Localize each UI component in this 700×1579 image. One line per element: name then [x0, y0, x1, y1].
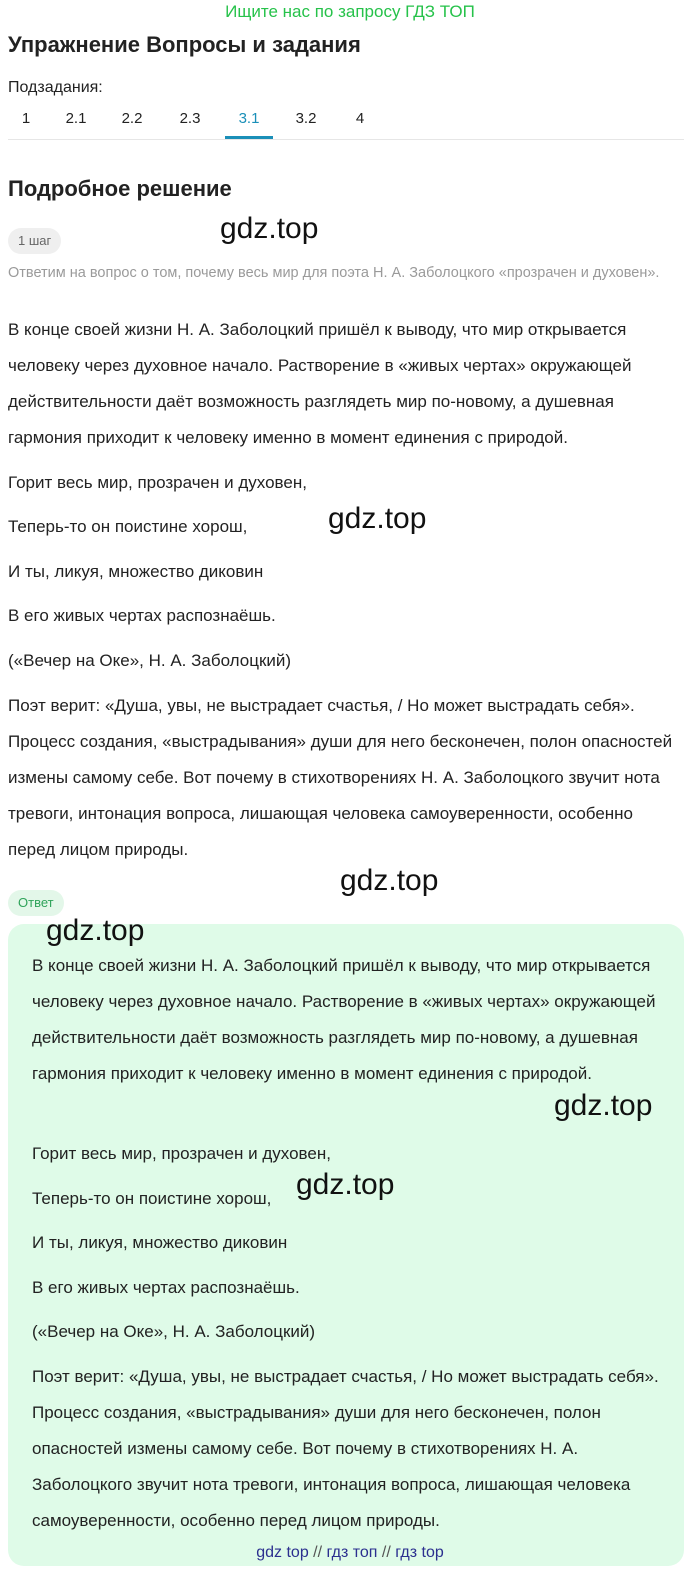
poem-line-4: В его живых чертах распознаёшь.: [8, 606, 276, 625]
answer-paragraph-1: В конце своей жизни Н. А. Заболоцкий пришёл к выводу, что мир открывается человеку через духовное начало. Растворение в «живых чертах» окружающей действительности даёт возможность разглядеть мир по-новому, а душевная гармония приходит к человеку именно в момент единения с природой.: [32, 956, 656, 1083]
footer-separator: //: [313, 1544, 323, 1561]
answer-poem-line-4: В его живых чертах распознаёшь.: [32, 1278, 300, 1297]
footer-links: [0, 1542, 700, 1564]
tab-3-1[interactable]: 3.1: [225, 103, 273, 139]
watermark: gdz.top: [554, 1089, 653, 1122]
answer-paragraph-2: Поэт верит: «Душа, увы, не выстрадает счастья, / Но может выстрадать себя». Процесс создания, «выстрадывания» души для него бесконечен, полон опасностей измены самому себе. Вот почему в стихотворениях Н. А. Заболоцкого звучит нота тревоги, интонация вопроса, лишающая человека самоуверенности, особенно перед лицом природы.: [32, 1367, 659, 1530]
tab-2-1[interactable]: 2.1: [65, 110, 87, 127]
answer-poem-line-3: И ты, ликуя, множество диковин: [32, 1233, 288, 1252]
solution-paragraph-2: Поэт верит: «Душа, увы, не выстрадает счастья, / Но может выстрадать себя». Процесс создания, «выстрадывания» души для него бесконечен, полон опасностей измены самому себе. Вот почему в стихотворениях Н. А. Заболоцкого звучит нота тревоги, интонация вопроса, лишающая человека самоуверенности, особенно перед лицом природы.: [8, 696, 673, 859]
subtasks-label: Подзадания:: [8, 79, 103, 96]
subtask-tabs: [8, 103, 684, 140]
footer-link-1[interactable]: gdz top: [256, 1544, 309, 1561]
answer-poem-line-2: Теперь-то он поистине хорош,: [32, 1189, 272, 1208]
answer-poem-line-1: Горит весь мир, прозрачен и духовен,: [32, 1144, 331, 1163]
poem-line-1: Горит весь мир, прозрачен и духовен,: [8, 473, 307, 492]
footer-link-2[interactable]: гдз топ: [326, 1544, 378, 1561]
tab-3-2[interactable]: 3.2: [295, 110, 317, 127]
step-badge: 1 шаг: [8, 228, 61, 254]
tab-1[interactable]: 1: [21, 110, 31, 127]
watermark: gdz.top: [328, 502, 427, 535]
page-title: Упражнение Вопросы и задания: [8, 32, 361, 57]
top-banner[interactable]: Ищите нас по запросу ГДЗ ТОП: [225, 2, 475, 21]
poem-line-2: Теперь-то он поистине хорош,: [8, 517, 248, 536]
tab-2-2[interactable]: 2.2: [121, 110, 143, 127]
poem-line-3: И ты, ликуя, множество диковин: [8, 562, 264, 581]
solution-paragraph-1: В конце своей жизни Н. А. Заболоцкий пришёл к выводу, что мир открывается человеку через духовное начало. Растворение в «живых чертах» окружающей действительности даёт возможность разглядеть мир по-новому, а душевная гармония приходит к человеку именно в момент единения с природой.: [8, 320, 632, 447]
footer-separator: //: [381, 1544, 391, 1561]
watermark: gdz.top: [220, 212, 319, 245]
intro-text: Ответим на вопрос о том, почему весь мир для поэта Н. А. Заболоцкого «прозрачен и духовен».: [8, 265, 660, 281]
answer-poem-citation: («Вечер на Оке», Н. А. Заболоцкий): [32, 1322, 316, 1341]
watermark: gdz.top: [296, 1168, 395, 1201]
watermark: gdz.top: [340, 864, 439, 897]
answer-badge: Ответ: [8, 890, 64, 916]
tab-4[interactable]: 4: [355, 110, 365, 127]
tab-2-3[interactable]: 2.3: [179, 110, 201, 127]
section-title: Подробное решение: [8, 176, 232, 201]
poem-citation: («Вечер на Оке», Н. А. Заболоцкий): [8, 651, 292, 670]
watermark: gdz.top: [46, 914, 145, 947]
footer-link-3[interactable]: гдз top: [395, 1544, 444, 1561]
